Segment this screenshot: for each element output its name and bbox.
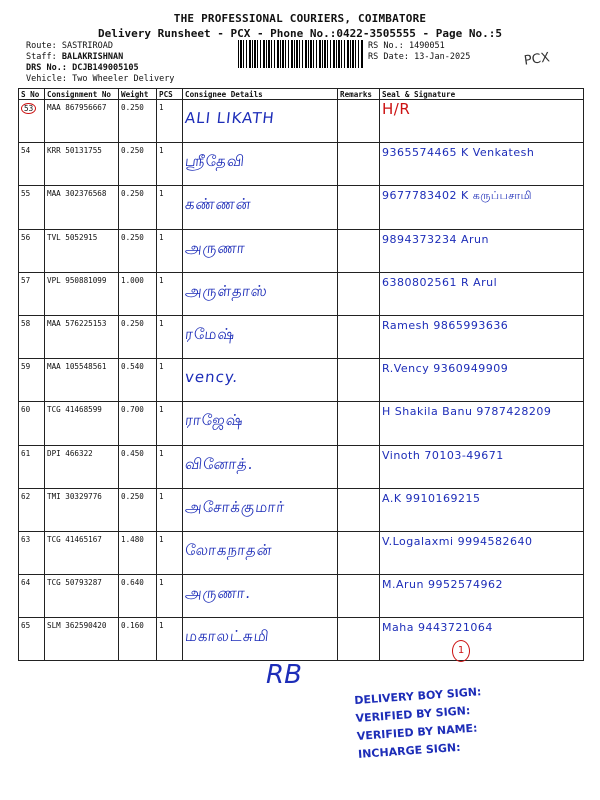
stamp-line: VERIFIED BY NAME: [356,721,478,743]
col-weight: Weight [119,89,157,100]
pcs-text: 1 [159,621,164,631]
row-consignee [183,100,338,143]
row-sno [19,488,45,531]
initials-signature: RB [266,660,302,690]
consignment-no-text: TCG 50793287 [47,578,102,588]
serial-number: 64 [21,578,31,588]
meta-right [368,41,470,63]
consignee-handwriting: மகாலட்சுமி [184,627,271,646]
weight-text: 0.160 [121,621,144,631]
signature-handwriting: A.K 9910169215 [382,491,481,505]
row-signature [380,359,584,402]
pcs-text: 1 [159,232,164,242]
weight-text: 0.450 [121,448,144,458]
table-row [19,143,584,186]
table-row [19,229,584,272]
rs-date-value: 13-Jan-2025 [414,52,471,62]
table-header-row [19,89,584,100]
table-row [19,186,584,229]
consignee-handwriting: vency. [184,368,240,387]
consignment-no-text: TVL 5052915 [47,232,98,242]
pcs-text: 1 [159,189,164,199]
weight-text: 0.540 [121,362,144,372]
row-pcs [157,229,183,272]
consignee-handwriting: ALI LIKATH [184,109,276,127]
row-remarks [338,402,380,445]
rs-no-label: RS No.: [368,41,404,51]
stamp-line: VERIFIED BY SIGN: [355,704,471,726]
runsheet-subtitle: Delivery Runsheet - PCX - Phone No.:0422-3505555 - Page No.:5 [98,27,502,40]
consignment-no-text: KRR 50131755 [47,146,102,156]
signature-handwriting: Maha 9443721064 [382,621,493,635]
signature-handwriting: 9365574465 K Venkatesh [382,146,535,160]
row-signature [380,143,584,186]
weight-text: 0.250 [121,146,144,156]
consignee-handwriting: ஸ்ரீதேவி [184,152,247,171]
vehicle-value: Two Wheeler Delivery [72,74,175,84]
signature-handwriting: M.Arun 9952574962 [382,578,503,592]
serial-number: 54 [21,146,31,156]
row-sno [19,618,45,661]
row-remarks [338,618,380,661]
serial-number: 53 [21,103,36,114]
consignment-no-text: TCG 41465167 [47,534,102,544]
pcs-text: 1 [159,534,164,544]
row-consignment-no [45,100,119,143]
row-consignee [183,402,338,445]
consignment-no-text: DPI 466322 [47,448,93,458]
pcs-text: 1 [159,448,164,458]
vehicle-label: Vehicle: [26,74,67,84]
row-remarks [338,100,380,143]
rs-no-value: 1490051 [408,41,445,51]
consignee-handwriting: அசோக்குமார் [184,497,287,516]
weight-text: 0.700 [121,405,144,415]
consignment-no-text: VPL 950881099 [47,275,107,285]
row-signature [380,186,584,229]
row-consignee [183,229,338,272]
row-remarks [338,575,380,618]
table-row [19,359,584,402]
row-consignee [183,575,338,618]
row-pcs [157,445,183,488]
pcs-text: 1 [159,362,164,372]
row-signature [380,315,584,358]
serial-number: 63 [21,534,31,544]
barcode [238,40,364,68]
row-signature [380,229,584,272]
row-consignment-no [45,618,119,661]
row-remarks [338,445,380,488]
row-weight [119,143,157,186]
row-consignee [183,143,338,186]
row-weight [119,100,157,143]
rs-date-label: RS Date: [368,52,409,62]
consignment-no-text: MAA 302376568 [47,189,107,199]
row-pcs [157,575,183,618]
serial-number: 62 [21,491,31,501]
row-pcs [157,100,183,143]
table-row [19,575,584,618]
consignee-handwriting: அருள்தாஸ் [184,281,269,300]
row-weight [119,402,157,445]
row-consignee [183,531,338,574]
consignment-no-text: TMI 30329776 [47,491,102,501]
pcs-text: 1 [159,491,164,501]
signature-handwriting: R.Vency 9360949909 [382,362,509,376]
consignment-no-text: SLM 362590420 [47,621,107,631]
row-pcs [157,488,183,531]
consignment-no-text: MAA 867956667 [47,103,107,112]
consignee-handwriting: வினோத். [184,454,255,473]
row-consignee [183,186,338,229]
serial-number: 55 [21,189,31,199]
consignee-handwriting: கண்ணன் [184,195,253,214]
row-signature [380,445,584,488]
row-sno [19,531,45,574]
drs-value: DCJB149005105 [72,63,139,73]
pcs-text: 1 [159,318,164,328]
meta-left [26,41,174,85]
row-consignment-no [45,445,119,488]
consignee-handwriting: அருணா. [184,584,253,603]
serial-number: 65 [21,621,31,631]
row-consignee [183,618,338,661]
row-consignment-no [45,315,119,358]
col-signature: Seal & Signature [380,89,584,100]
consignment-no-text: TCG 41468599 [47,405,102,415]
staff-label: Staff: [26,52,57,62]
signature-handwriting: 9677783402 K கருப்பசாமி [382,189,532,203]
row-pcs [157,272,183,315]
row-signature [380,618,584,661]
weight-text: 0.250 [121,103,144,112]
row-remarks [338,488,380,531]
row-pcs [157,402,183,445]
company-title: THE PROFESSIONAL COURIERS, COIMBATORE [173,12,427,25]
signature-handwriting: 6380802561 R Arul [382,275,498,289]
row-consignee [183,272,338,315]
row-weight [119,186,157,229]
row-consignment-no [45,186,119,229]
serial-number: 61 [21,448,31,458]
weight-text: 0.640 [121,578,144,588]
row-consignment-no [45,402,119,445]
col-consignee: Consignee Details [183,89,338,100]
row-consignee [183,488,338,531]
runsheet-table [18,88,584,661]
row-weight [119,488,157,531]
table-row [19,402,584,445]
pcs-text: 1 [159,275,164,285]
table-row [19,445,584,488]
consignee-handwriting: ராஜேஷ் [184,411,245,430]
table-row [19,272,584,315]
drs-label: DRS No.: [26,63,67,73]
consignee-handwriting: அருணா [184,238,247,257]
row-consignment-no [45,575,119,618]
weight-text: 0.250 [121,491,144,501]
row-consignment-no [45,143,119,186]
row-weight [119,575,157,618]
serial-number: 60 [21,405,31,415]
signature-handwriting: Ramesh 9865993636 [382,318,509,332]
pcs-text: 1 [159,405,164,415]
row-signature [380,575,584,618]
row-sno [19,445,45,488]
col-remarks: Remarks [338,89,380,100]
row-pcs [157,359,183,402]
row-signature [380,488,584,531]
row-signature [380,402,584,445]
row-signature [380,272,584,315]
row-consignee [183,359,338,402]
row-pcs [157,315,183,358]
col-consignment: Consignment No [45,89,119,100]
signature-handwriting: Vinoth 70103-49671 [382,448,504,462]
serial-number: 57 [21,275,31,285]
row-weight [119,531,157,574]
row-consignment-no [45,359,119,402]
weight-text: 1.480 [121,534,144,544]
row-pcs [157,531,183,574]
row-sno [19,575,45,618]
row-weight [119,445,157,488]
consignee-handwriting: லோகநாதன் [184,540,274,559]
pcs-text: 1 [159,146,164,156]
consignment-no-text: MAA 105548561 [47,362,107,372]
col-sno: S No [19,89,45,100]
row-consignee [183,445,338,488]
row-sno [19,272,45,315]
table-row [19,315,584,358]
table-row [19,618,584,661]
stamp-line: INCHARGE SIGN: [357,740,461,761]
row-remarks [338,272,380,315]
pcs-text: 1 [159,578,164,588]
weight-text: 0.250 [121,232,144,242]
consignment-no-text: MAA 576225153 [47,318,107,328]
staff-value: BALAKRISHNAN [61,52,124,62]
signature-handwriting: 9894373234 Arun [382,232,489,246]
row-consignee [183,315,338,358]
weight-text: 1.000 [121,275,144,285]
row-sno [19,315,45,358]
serial-number: 59 [21,362,31,372]
weight-text: 0.250 [121,189,144,199]
row-remarks [338,531,380,574]
pcx-stamp: PCX [523,50,551,69]
verification-stamp [354,676,588,764]
row-remarks [338,229,380,272]
route-value: SASTRIROAD [61,41,114,51]
row-signature [380,100,584,143]
row-weight [119,229,157,272]
row-consignment-no [45,488,119,531]
row-sno [19,100,45,143]
signature-handwriting: H Shakila Banu 9787428209 [382,405,552,419]
row-consignment-no [45,272,119,315]
row-sno [19,402,45,445]
table-row [19,531,584,574]
row-sno [19,229,45,272]
row-sno [19,359,45,402]
row-pcs [157,143,183,186]
circle-mark: 1 [452,640,470,662]
stamp-line: DELIVERY BOY SIGN: [353,685,482,708]
row-sno [19,143,45,186]
col-pcs: PCS [157,89,183,100]
signature-handwriting: V.Logalaxmi 9994582640 [382,534,533,548]
row-weight [119,359,157,402]
row-remarks [338,359,380,402]
pcs-text: 1 [159,103,164,112]
row-pcs [157,186,183,229]
table-row [19,100,584,143]
row-consignment-no [45,229,119,272]
row-sno [19,186,45,229]
serial-number: 58 [21,318,31,328]
row-remarks [338,143,380,186]
table-row [19,488,584,531]
row-consignment-no [45,531,119,574]
signature-handwriting: H/R [382,100,411,118]
row-pcs [157,618,183,661]
row-signature [380,531,584,574]
row-remarks [338,315,380,358]
consignee-handwriting: ரமேஷ் [184,324,237,343]
row-remarks [338,186,380,229]
row-weight [119,272,157,315]
weight-text: 0.250 [121,318,144,328]
row-weight [119,315,157,358]
route-label: Route: [26,41,57,51]
row-weight [119,618,157,661]
serial-number: 56 [21,232,31,242]
